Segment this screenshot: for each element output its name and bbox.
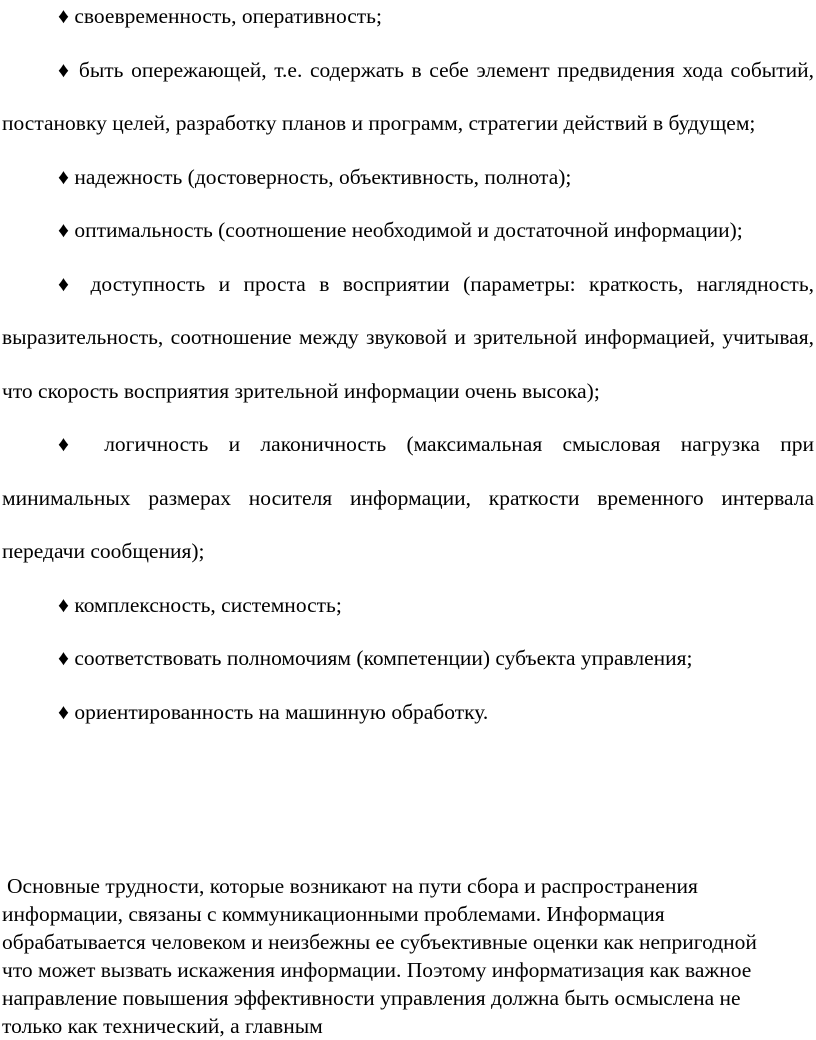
list-item bbox=[2, 418, 814, 579]
diamond-bullet-icon: ♦ bbox=[58, 432, 84, 456]
list-item-text: логичность и лаконичность (максимальная смысловая нагрузка при минимальных размерах носителя информации, краткости временного интервала передачи сообщения); bbox=[2, 432, 815, 563]
list-item-text: ориентированность на машинную обработку. bbox=[74, 699, 489, 724]
list-item bbox=[2, 0, 814, 44]
diamond-bullet-icon: ♦ bbox=[58, 592, 69, 617]
diamond-bullet-icon: ♦ bbox=[58, 699, 69, 724]
list-item bbox=[2, 44, 814, 151]
diamond-bullet-icon: ♦ bbox=[58, 218, 69, 242]
diamond-bullet-icon: ♦ bbox=[58, 164, 69, 189]
diamond-bullet-icon: ♦ bbox=[58, 57, 72, 82]
list-item bbox=[2, 632, 814, 686]
diamond-bullet-icon: ♦ bbox=[58, 4, 69, 28]
list-item-text: соответствовать полномочиям (компетенции) субъекта управления; bbox=[74, 646, 693, 670]
list-item bbox=[2, 258, 814, 419]
list-item-text: оптимальность (соотношение необходимой и достаточной информации); bbox=[74, 218, 743, 242]
diamond-bullet-icon: ♦ bbox=[58, 646, 69, 670]
list-item-text: доступность и проста в восприятии (параметры: краткость, наглядность, выразительность, соотношение между звуковой и зрительной информацией, учитывая, что скорость восприятия зрительной информации очень высока); bbox=[2, 271, 815, 403]
list-item bbox=[2, 204, 814, 258]
list-item-text: быть опережающей, т.е. содержать в себе элемент предвидения хода событий, постановку целей, разработку планов и программ, стратегии действий в будущем; bbox=[2, 57, 815, 135]
list-item bbox=[2, 151, 814, 205]
list-item-text: своевременность, оперативность; bbox=[74, 4, 382, 28]
list-item bbox=[2, 686, 814, 740]
diamond-bullet-icon: ♦ bbox=[58, 271, 78, 296]
list-item-text: надежность (достоверность, объективность, полнота); bbox=[74, 164, 572, 189]
list-item-text: комплексность, системность; bbox=[74, 592, 342, 617]
requirements-list bbox=[2, 0, 814, 739]
body-paragraph: Основные трудности, которые возникают на пути сбора и распространения информации, связаны с коммуникационными проблемами. Информация обрабатывается человеком и неизбежны ее субъективные оценки как непригодной что может вызвать искажения информации. Поэтому информатизация как важное направление повышения эффективности управления должна быть осмыслена не только как технический, а главным bbox=[2, 874, 757, 1038]
list-item bbox=[2, 579, 814, 633]
